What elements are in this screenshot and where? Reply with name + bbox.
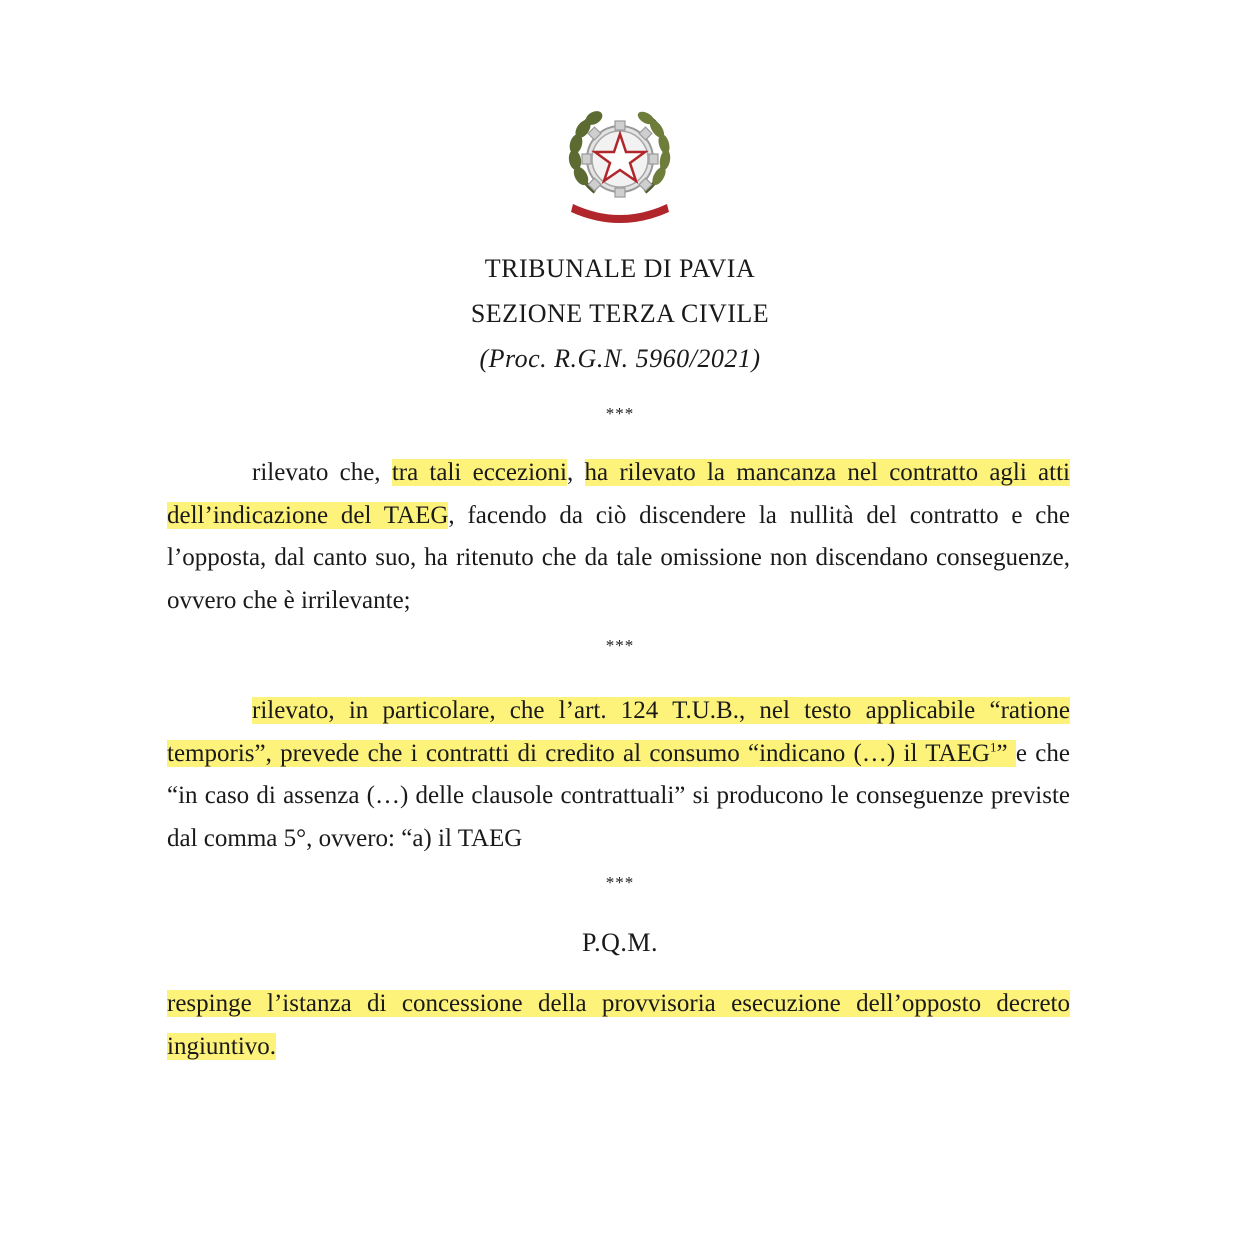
paragraph-text: , facendo da ciò discendere la nullità del contratto e che l’opposta, dal canto suo, ha ritenuto che da tale omissione non discendano conseguenze, ovvero che è irrilevante; [167, 501, 1070, 614]
paragraph-text: , [567, 459, 585, 486]
pqm-heading: P.Q.M. [582, 928, 658, 957]
separator: *** [605, 404, 635, 423]
case-number: (Proc. R.G.N. 5960/2021) [479, 344, 761, 373]
highlighted-text [167, 697, 1070, 767]
italian-republic-emblem-icon [565, 104, 675, 226]
paragraph-art-124 [167, 690, 1070, 858]
closing-quote: ” [996, 739, 1016, 767]
separator: *** [605, 873, 635, 892]
court-name: TRIBUNALE DI PAVIA [484, 254, 756, 283]
paragraph-dispositivo [167, 983, 1070, 1068]
paragraph-text: rilevato che, [252, 459, 392, 486]
paragraph-text: e che “in caso di assenza (…) delle clausole contrattuali” si producono le conseguenze previste dal comma 5°, ovvero: “a) il TAEG [167, 739, 1070, 852]
highlighted-text: ha rilevato la mancanza nel contratto agli atti dell’indicazione del TAEG [167, 459, 1070, 529]
footnote-marker[interactable]: 1 [989, 739, 997, 755]
highlighted-text: respinge l’istanza di concessione della provvisoria esecuzione dell’opposto decreto ingiuntivo. [167, 990, 1070, 1060]
highlighted-text-body: rilevato, in particolare, che l’art. 124 T.U.B., nel testo applicabile “ratione temporis”, prevede che i contratti di credito al consumo “indicano (…) il TAEG [167, 697, 1070, 767]
court-section: SEZIONE TERZA CIVILE [470, 299, 770, 328]
separator: *** [605, 636, 635, 655]
paragraph-eccezioni [167, 452, 1070, 622]
highlighted-text: tra tali eccezioni [391, 459, 567, 486]
